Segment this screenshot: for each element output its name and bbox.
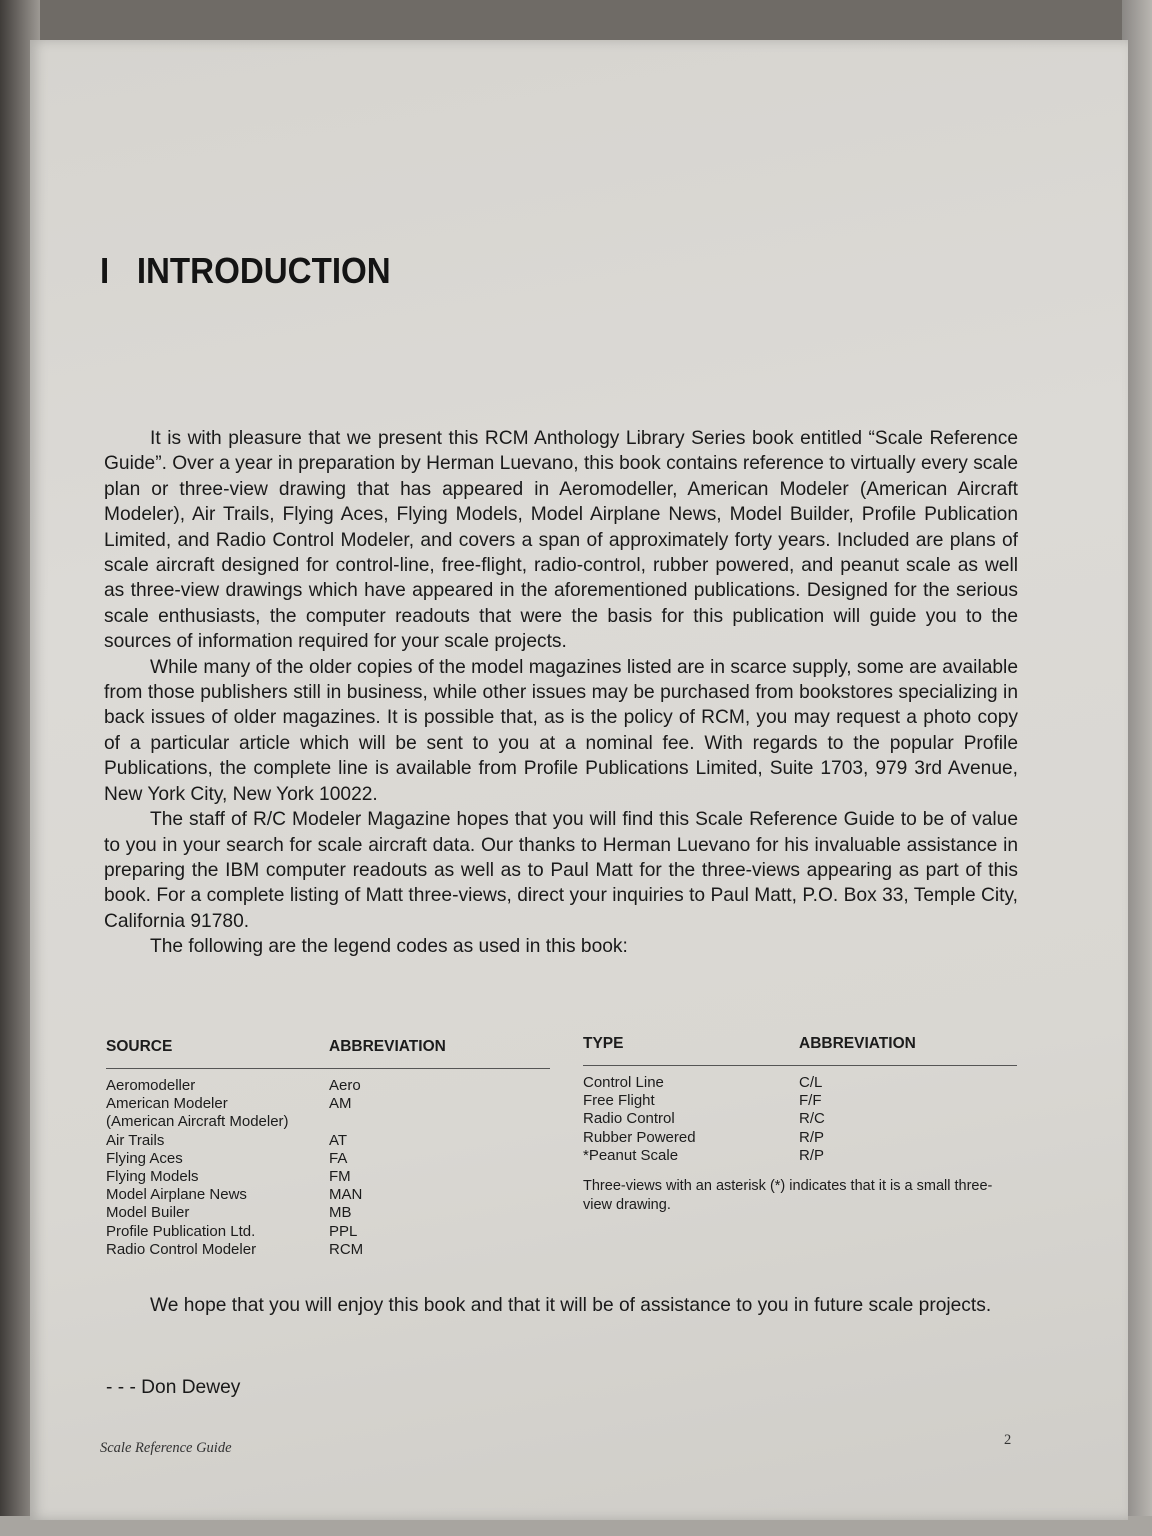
- legend-row: [106, 1168, 550, 1186]
- page-number: 2: [1004, 1432, 1012, 1448]
- legend-abbreviation: MB: [329, 1204, 352, 1222]
- paragraph-4: The following are the legend codes as used in this book:: [150, 936, 628, 958]
- legend-row: [583, 1147, 1017, 1165]
- legend-abbreviation: FM: [329, 1167, 351, 1185]
- legend-abbreviation: PPL: [329, 1222, 358, 1240]
- type-abbreviation-header: ABBREVIATION: [799, 1035, 916, 1052]
- legend-name: Free Flight: [583, 1092, 655, 1110]
- legend-abbreviation: AT: [329, 1131, 348, 1149]
- legend-name: Aeromodeller: [106, 1077, 196, 1094]
- legend-abbreviation: Aero: [329, 1077, 361, 1094]
- section-heading: [100, 250, 391, 292]
- legend-name: Profile Publication Ltd.: [106, 1222, 256, 1240]
- legend-abbreviation: C/L: [799, 1074, 823, 1091]
- type-header: TYPE: [583, 1035, 624, 1052]
- source-abbreviation-header: ABBREVIATION: [329, 1038, 446, 1055]
- legend-abbreviation: RCM: [329, 1240, 364, 1258]
- paragraph-1: It is with pleasure that we present this RCM Anthology Library Series book entitled “Scale Reference Guide”. Over a year in preparation by Herman Luevano, this book contains reference to virtually every scale plan or three-view drawing that has appeared in Aeromodeller, American Modeler (American Aircraft Modeler), Air Trails, Flying Aces, Flying Models, Model Airplane News, Model Builder, Profile Publication Limited, and Radio Control Modeler, and covers a span of approximately forty years. Included are plans of scale aircraft designed for control-line, free-flight, radio-control, rubber powered, and peanut scale as well as three-view drawings which have appeared in the aforementioned publications. Designed for the serious scale enthusiasts, the computer readouts that were the basis for this publication will guide you to the sources of information required for your scale projects.: [104, 428, 1019, 653]
- section-title: INTRODUCTION: [136, 250, 391, 291]
- source-header: SOURCE: [106, 1038, 173, 1055]
- paragraph-2: While many of the older copies of the model magazines listed are in scarce supply, some are available from those publishers still in business, while other issues may be purchased from bookstores specializing in back issues of older magazines. It is possible that, as is the policy of RCM, you may request a photo copy of a particular article which will be sent to you at a nominal fee. With regards to the popular Profile Publications, the complete line is available from Profile Publications Limited, Suite 1703, 979 3rd Avenue, New York City, New York 10022.: [104, 656, 1018, 805]
- legend-name: Air Trails: [106, 1131, 165, 1149]
- legend-name: American Modeler: [106, 1095, 228, 1113]
- legend-name: Radio Control Modeler: [106, 1240, 257, 1258]
- legend-name: *Peanut Scale: [583, 1146, 679, 1164]
- type-legend-header: [583, 1035, 1017, 1066]
- section-number: I: [100, 250, 110, 291]
- legend-abbreviation: FA: [329, 1149, 348, 1167]
- source-legend-table: [106, 1038, 550, 1259]
- signature: - - - Don Dewey: [106, 1377, 241, 1398]
- legend-abbreviation: F/F: [799, 1092, 822, 1110]
- legend-name: Flying Models: [106, 1167, 199, 1185]
- legend-name: Model Builer: [106, 1204, 190, 1222]
- legend-abbreviation: R/C: [799, 1110, 825, 1128]
- source-legend-header: [106, 1038, 550, 1069]
- legend-row: [106, 1095, 550, 1113]
- legend-row: [583, 1129, 1017, 1147]
- legend-abbreviation: R/P: [799, 1146, 825, 1164]
- legend-abbreviation: MAN: [329, 1186, 363, 1204]
- legend-row: [583, 1092, 1017, 1110]
- legend-name: Radio Control: [583, 1110, 675, 1128]
- legend-row: [583, 1074, 1017, 1092]
- paragraph-3: The staff of R/C Modeler Magazine hopes that you will find this Scale Reference Guide to be of value to you in your search for scale aircraft data. Our thanks to Herman Luevano for his invaluable assistance in preparing the IBM computer readouts as well as to Paul Matt for the three-views appearing as part of this book. For a complete listing of Matt three-views, direct your inquiries to Paul Matt, P.O. Box 33, Temple City, California 91780.: [104, 809, 1018, 932]
- legend-name: Flying Aces: [106, 1149, 183, 1167]
- legend-name: Model Airplane News: [106, 1186, 247, 1204]
- legend-row: [106, 1223, 550, 1241]
- footer-book-title: Scale Reference Guide: [100, 1440, 232, 1456]
- legend-row: [106, 1132, 550, 1150]
- legend-row: [106, 1204, 550, 1222]
- legend-abbreviation: AM: [329, 1095, 352, 1113]
- closing-paragraph: [104, 1293, 1018, 1319]
- legend-row: [106, 1186, 550, 1204]
- type-legend-table: [583, 1035, 1017, 1215]
- legend-name: Control Line: [583, 1074, 664, 1091]
- legend-row: [106, 1113, 550, 1131]
- legend-row: [106, 1150, 550, 1168]
- introduction-body: [104, 426, 1018, 960]
- legend-row: [106, 1241, 550, 1259]
- legend-row: [583, 1110, 1017, 1128]
- legend-name: (American Aircraft Modeler): [106, 1113, 289, 1131]
- legend-name: Rubber Powered: [583, 1128, 696, 1146]
- legend-abbreviation: R/P: [799, 1128, 825, 1146]
- asterisk-note: Three-views with an asterisk (*) indicates that it is a small three-view drawing.: [583, 1177, 993, 1213]
- source-legend-rows: [106, 1077, 550, 1259]
- legend-row: [106, 1077, 550, 1095]
- type-legend-rows: [583, 1074, 1017, 1165]
- closing-text: We hope that you will enjoy this book and that it will be of assistance to you in future scale projects.: [150, 1295, 992, 1316]
